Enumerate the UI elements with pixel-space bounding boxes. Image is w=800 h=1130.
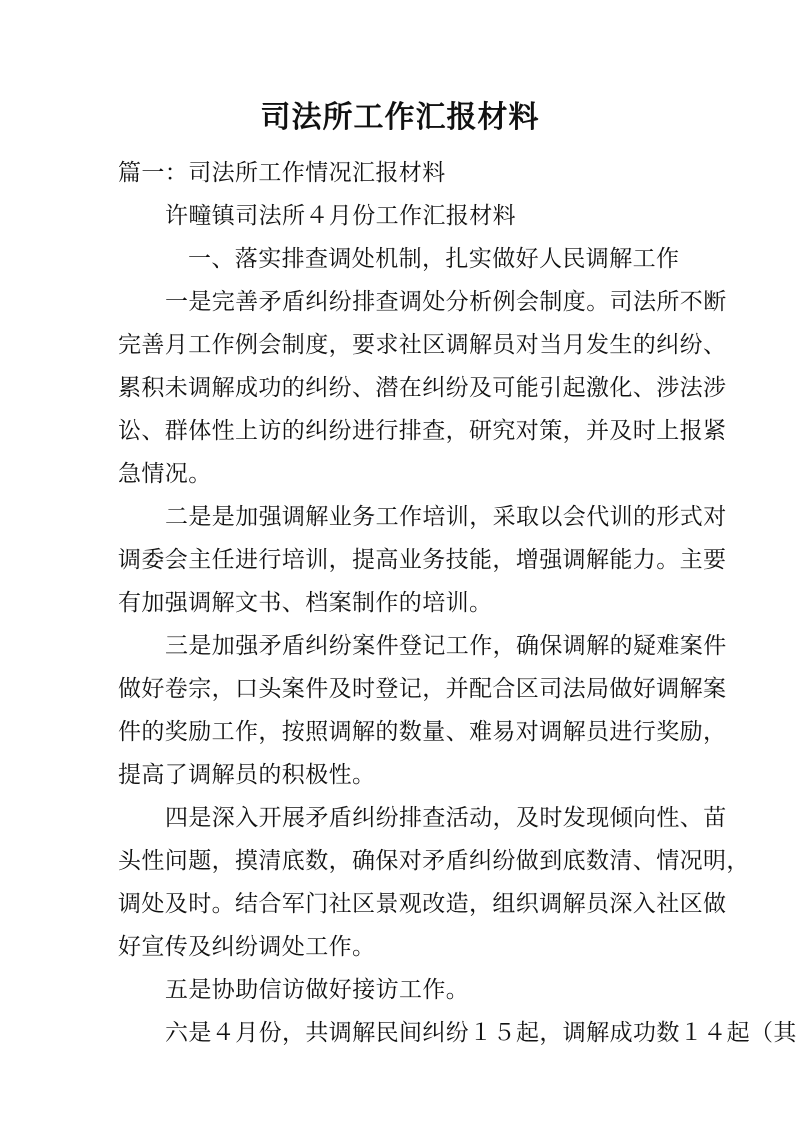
- paragraph-line: 有加强调解文书、档案制作的培训。: [118, 590, 493, 616]
- paragraph-line: 三是加强矛盾纠纷案件登记工作，确保调解的疑难案件: [165, 633, 727, 659]
- paragraph-line: 讼、群体性上访的纠纷进行排查，研究对策，并及时上报紧: [118, 418, 727, 444]
- paragraph-line: 急情况。: [118, 461, 212, 487]
- paragraph-line: 二是是加强调解业务工作培训，采取以会代训的形式对: [165, 504, 727, 530]
- paragraph-line: 一是完善矛盾纠纷排查调处分析例会制度。司法所不断: [165, 289, 727, 315]
- report-subtitle: 许疃镇司法所４月份工作汇报材料: [165, 203, 516, 229]
- paragraph-line: 做好卷宗，口头案件及时登记，并配合区司法局做好调解案: [118, 676, 727, 702]
- paragraph-heading: 一、落实排查调处机制，扎实做好人民调解工作: [188, 246, 680, 272]
- paragraph-line: 六是４月份，共调解民间纠纷１５起，调解成功数１４起（其: [165, 1020, 797, 1046]
- paragraph-line: 调委会主任进行培训，提高业务技能，增强调解能力。主要: [118, 547, 727, 573]
- paragraph-line: 五是协助信访做好接访工作。: [165, 977, 470, 1003]
- paragraph-line: 好宣传及纠纷调处工作。: [118, 934, 376, 960]
- paragraph-line: 累积未调解成功的纠纷、潜在纠纷及可能引起激化、涉法涉: [118, 375, 727, 401]
- section-heading: 篇一：司法所工作情况汇报材料: [118, 160, 446, 186]
- paragraph-line: 调处及时。结合军门社区景观改造，组织调解员深入社区做: [118, 891, 727, 917]
- paragraph-line: 提高了调解员的积极性。: [118, 762, 376, 788]
- paragraph-line: 完善月工作例会制度，要求社区调解员对当月发生的纠纷、: [118, 332, 727, 358]
- paragraph-line: 头性问题，摸清底数，确保对矛盾纠纷做到底数清、情况明，: [118, 848, 750, 874]
- paragraph-line: 件的奖励工作，按照调解的数量、难易对调解员进行奖励，: [118, 719, 727, 745]
- paragraph-line: 四是深入开展矛盾纠纷排查活动，及时发现倾向性、苗: [165, 805, 727, 831]
- document-title: 司法所工作汇报材料: [260, 100, 540, 135]
